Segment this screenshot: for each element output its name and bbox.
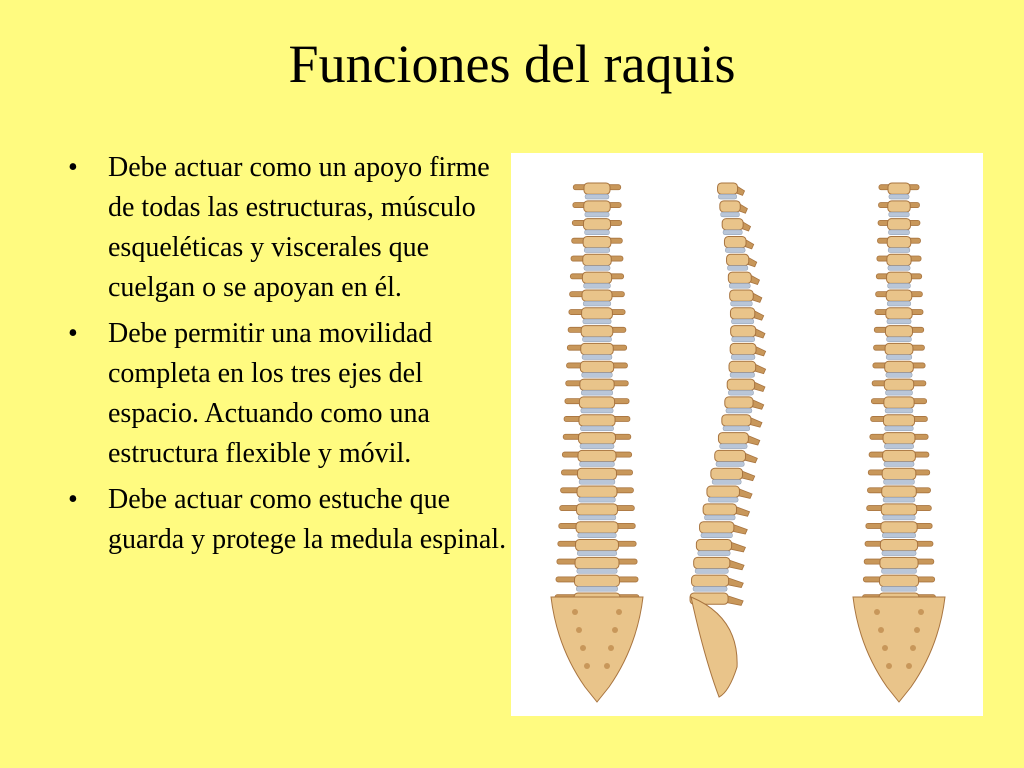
spine-lateral-view <box>690 183 766 697</box>
vertebra <box>578 450 616 461</box>
intervertebral-disc <box>888 230 909 235</box>
sacral-foramen <box>882 645 888 651</box>
intervertebral-disc <box>725 248 745 253</box>
intervertebral-disc <box>883 497 915 502</box>
vertebra <box>718 433 748 444</box>
sacral-foramen <box>584 663 590 669</box>
sacral-foramen <box>576 627 582 633</box>
intervertebral-disc <box>881 586 917 591</box>
intervertebral-disc <box>582 355 612 360</box>
vertebra <box>888 201 910 212</box>
vertebra <box>883 415 914 426</box>
intervertebral-disc <box>884 479 915 484</box>
intervertebral-disc <box>885 426 914 431</box>
intervertebral-disc <box>730 373 754 378</box>
intervertebral-disc <box>582 373 613 378</box>
vertebra <box>724 236 746 247</box>
vertebra <box>881 504 916 515</box>
vertebra <box>707 486 740 497</box>
sacral-foramen <box>608 645 614 651</box>
vertebra <box>580 379 614 390</box>
intervertebral-disc <box>882 533 915 538</box>
vertebra <box>720 201 740 212</box>
intervertebral-disc <box>732 337 755 342</box>
sacrum <box>551 597 643 702</box>
vertebra <box>728 272 751 283</box>
intervertebral-disc <box>888 266 910 271</box>
intervertebral-disc <box>888 283 911 288</box>
vertebra <box>577 504 618 515</box>
intervertebral-disc <box>580 426 613 431</box>
spine-illustration <box>511 153 983 716</box>
intervertebral-disc <box>577 569 617 574</box>
vertebra <box>575 557 619 568</box>
intervertebral-disc <box>731 319 753 324</box>
vertebra <box>700 522 734 533</box>
vertebra <box>722 415 751 426</box>
intervertebral-disc <box>885 408 913 413</box>
intervertebral-disc <box>580 444 614 449</box>
vertebra <box>880 540 917 551</box>
sacral-foramen <box>616 609 622 615</box>
intervertebral-disc <box>881 569 916 574</box>
vertebra <box>729 361 756 372</box>
intervertebral-disc <box>578 515 616 520</box>
intervertebral-disc <box>577 551 616 556</box>
vertebra <box>718 183 738 194</box>
vertebra <box>879 575 918 586</box>
vertebra <box>888 183 910 194</box>
intervertebral-disc <box>584 248 610 253</box>
vertebra <box>727 254 749 265</box>
vertebra <box>882 486 917 497</box>
intervertebral-disc <box>585 212 609 217</box>
bullet-dot-icon: • <box>68 152 78 183</box>
intervertebral-disc <box>889 212 910 217</box>
sacral-foramen <box>572 609 578 615</box>
vertebra <box>583 254 611 265</box>
vertebra <box>731 326 756 337</box>
intervertebral-disc <box>581 390 613 395</box>
intervertebral-disc <box>583 319 611 324</box>
intervertebral-disc <box>701 533 733 538</box>
intervertebral-disc <box>582 337 611 342</box>
vertebra <box>581 326 613 337</box>
vertebra <box>885 326 912 337</box>
vertebra <box>575 575 620 586</box>
vertebra <box>582 290 612 301</box>
intervertebral-disc <box>720 444 748 449</box>
vertebra <box>882 468 916 479</box>
intervertebral-disc <box>579 479 615 484</box>
vertebra <box>884 397 914 408</box>
vertebra <box>703 504 736 515</box>
intervertebral-disc <box>887 319 911 324</box>
vertebra <box>584 183 610 194</box>
vertebra <box>725 397 753 408</box>
intervertebral-disc <box>886 355 912 360</box>
intervertebral-disc <box>889 194 909 199</box>
vertebra <box>887 254 911 265</box>
vertebra <box>576 522 618 533</box>
vertebra <box>885 361 914 372</box>
vertebra <box>577 486 617 497</box>
vertebra <box>722 219 743 230</box>
intervertebral-disc <box>731 301 753 306</box>
sacral-foramen <box>910 645 916 651</box>
intervertebral-disc <box>887 337 912 342</box>
vertebra <box>582 272 611 283</box>
intervertebral-disc <box>716 462 744 467</box>
intervertebral-disc <box>888 248 910 253</box>
vertebra <box>692 575 729 586</box>
intervertebral-disc <box>698 551 730 556</box>
vertebra <box>580 361 613 372</box>
intervertebral-disc <box>885 390 912 395</box>
intervertebral-disc <box>704 515 735 520</box>
vertebra <box>578 433 615 444</box>
intervertebral-disc <box>726 408 752 413</box>
vertebra <box>883 450 916 461</box>
vertebra <box>881 522 917 533</box>
slide-title: Funciones del raquis <box>288 34 736 94</box>
intervertebral-disc <box>718 194 736 199</box>
intervertebral-disc <box>580 462 615 467</box>
vertebra <box>886 308 912 319</box>
intervertebral-disc <box>585 230 610 235</box>
intervertebral-disc <box>723 230 742 235</box>
vertebra <box>579 397 614 408</box>
bullet-item-1 <box>68 148 508 308</box>
vertebra <box>579 415 615 426</box>
sacral-foramen <box>874 609 880 615</box>
sacral-foramen <box>914 627 920 633</box>
vertebra <box>887 236 911 247</box>
bullet-item-3 <box>68 480 508 560</box>
intervertebral-disc <box>576 586 617 591</box>
vertebra <box>730 308 754 319</box>
intervertebral-disc <box>728 390 753 395</box>
vertebra <box>715 450 746 461</box>
vertebra <box>887 272 912 283</box>
intervertebral-disc <box>731 355 755 360</box>
intervertebral-disc <box>723 426 750 431</box>
vertebra <box>884 379 913 390</box>
vertebra <box>584 201 610 212</box>
vertebra <box>730 290 754 301</box>
bullet-item-2 <box>68 314 508 474</box>
sacrum <box>853 597 945 702</box>
sacral-foramen <box>906 663 912 669</box>
intervertebral-disc <box>578 533 617 538</box>
sacrum <box>691 597 737 697</box>
vertebra <box>581 343 613 354</box>
vertebra <box>730 343 756 354</box>
intervertebral-disc <box>583 301 611 306</box>
intervertebral-disc <box>581 408 613 413</box>
intervertebral-disc <box>729 283 750 288</box>
sacral-foramen <box>604 663 610 669</box>
bullet-dot-icon: • <box>68 484 78 515</box>
vertebra <box>886 290 912 301</box>
intervertebral-disc <box>708 497 738 502</box>
intervertebral-disc <box>883 515 916 520</box>
intervertebral-disc <box>721 212 740 217</box>
bullet-text: Debe actuar como estuche que guarda y protege la medula espinal. <box>108 484 507 555</box>
sacral-foramen <box>878 627 884 633</box>
intervertebral-disc <box>584 266 610 271</box>
bullet-text: Debe actuar como un apoyo firme de todas las estructuras, músculo esqueléticas y viscerales que cuelgan o se apoyan en él. <box>108 152 490 303</box>
sacral-foramen <box>918 609 924 615</box>
spine-anterior-view <box>551 183 643 702</box>
vertebra <box>583 219 610 230</box>
intervertebral-disc <box>884 444 913 449</box>
intervertebral-disc <box>585 194 609 199</box>
intervertebral-disc <box>887 301 911 306</box>
vertebra <box>578 468 617 479</box>
intervertebral-disc <box>884 462 914 467</box>
intervertebral-disc <box>693 586 727 591</box>
intervertebral-disc <box>886 373 912 378</box>
bullet-dot-icon: • <box>68 318 78 349</box>
intervertebral-disc <box>584 283 611 288</box>
intervertebral-disc <box>882 551 916 556</box>
vertebra <box>694 557 730 568</box>
spine-illustration-svg <box>511 153 983 716</box>
vertebra <box>696 540 731 551</box>
intervertebral-disc <box>695 569 728 574</box>
vertebra <box>583 236 611 247</box>
vertebra <box>576 540 619 551</box>
vertebra <box>883 433 915 444</box>
vertebra <box>711 468 743 479</box>
bullet-text: Debe permitir una movilidad completa en los tres ejes del espacio. Actuando como una estructura flexible y móvil. <box>108 318 433 469</box>
sacral-foramen <box>886 663 892 669</box>
vertebra <box>582 308 613 319</box>
intervertebral-disc <box>727 266 747 271</box>
vertebra <box>888 219 911 230</box>
sacral-foramen <box>580 645 586 651</box>
vertebra <box>880 557 918 568</box>
bullet-list <box>68 148 508 566</box>
intervertebral-disc <box>712 479 741 484</box>
vertebra <box>885 343 913 354</box>
spine-posterior-view <box>853 183 945 702</box>
sacral-foramen <box>612 627 618 633</box>
vertebra <box>727 379 754 390</box>
intervertebral-disc <box>579 497 616 502</box>
